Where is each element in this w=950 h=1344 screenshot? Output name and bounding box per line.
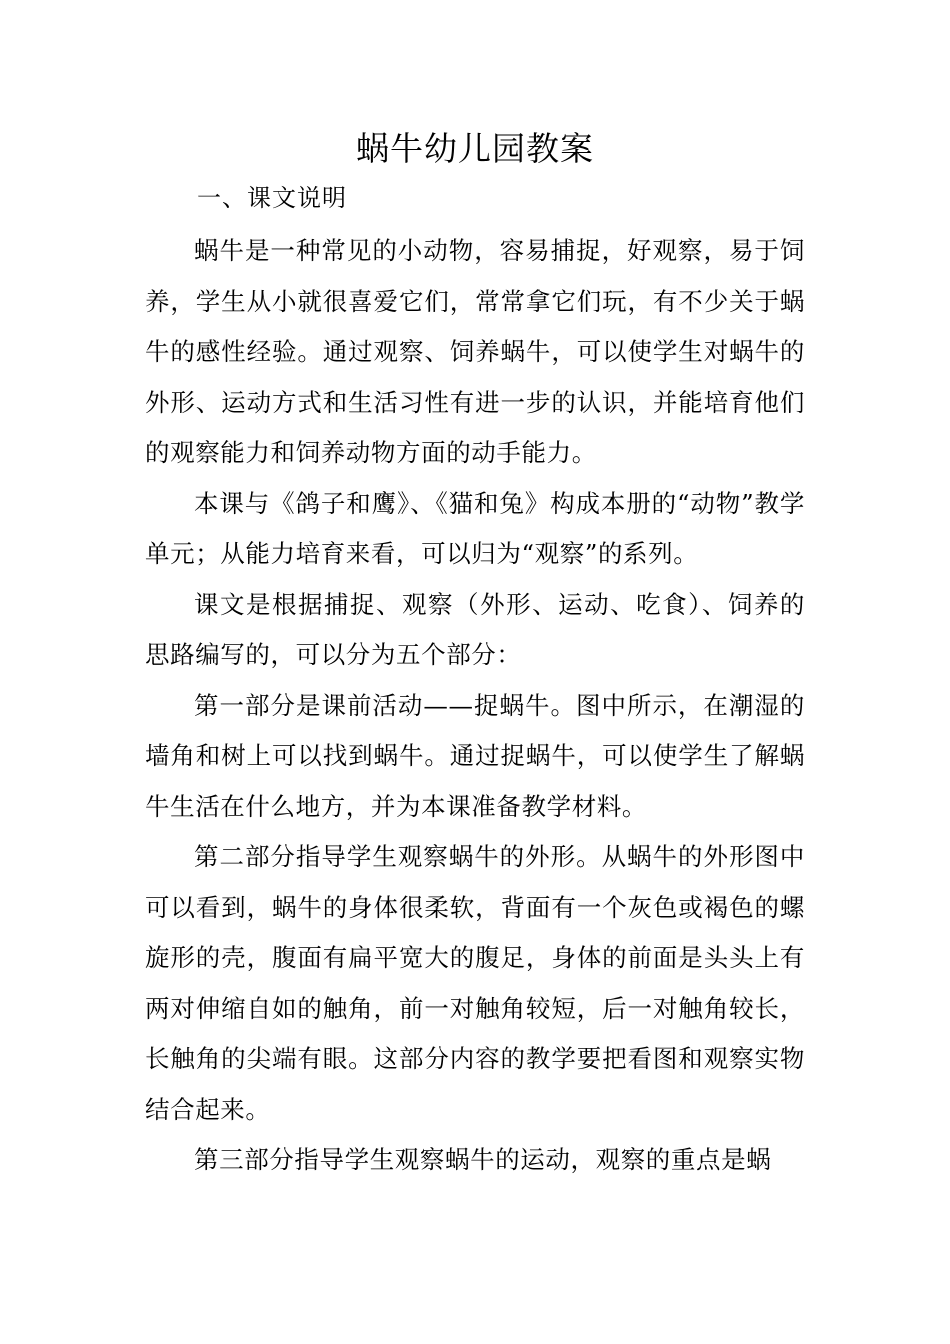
paragraph: 蜗牛是一种常见的小动物，容易捕捉，好观察，易于饲养，学生从小就很喜爱它们，常常拿它们玩，有不少关于蜗牛的感性经验。通过观察、饲养蜗牛，可以使学生对蜗牛的外形、运动方式和生活习性有进一步的认识，并能培育他们的观察能力和饲养动物方面的动手能力。 — [145, 236, 805, 467]
section-heading: 一、课文说明 — [197, 184, 347, 212]
paragraph: 本课与《鸽子和鹰》、《猫和兔》构成本册的“动物”教学单元；从能力培育来看，可以归为“观察”的系列。 — [145, 488, 805, 568]
document-body — [145, 226, 805, 1186]
paragraph: 第一部分是课前活动——捉蜗牛。图中所示，在潮湿的墙角和树上可以找到蜗牛。通过捉蜗牛，可以使学生了解蜗牛生活在什么地方，并为本课准备教学材料。 — [145, 690, 805, 821]
paragraph: 课文是根据捕捉、观察（外形、运动、吃食）、饲养的思路编写的，可以分为五个部分： — [145, 589, 805, 669]
document-title: 蜗牛幼儿园教案 — [356, 129, 594, 168]
paragraph: 第二部分指导学生观察蜗牛的外形。从蜗牛的外形图中可以看到，蜗牛的身体很柔软，背面有一个灰色或褐色的螺旋形的壳，腹面有扁平宽大的腹足，身体的前面是头头上有两对伸缩自如的触角，前一对触角较短，后一对触角较长，长触角的尖端有眼。这部分内容的教学要把看图和观察实物结合起来。 — [145, 842, 805, 1124]
paragraph: 第三部分指导学生观察蜗牛的运动，观察的重点是蜗 — [194, 1145, 772, 1174]
